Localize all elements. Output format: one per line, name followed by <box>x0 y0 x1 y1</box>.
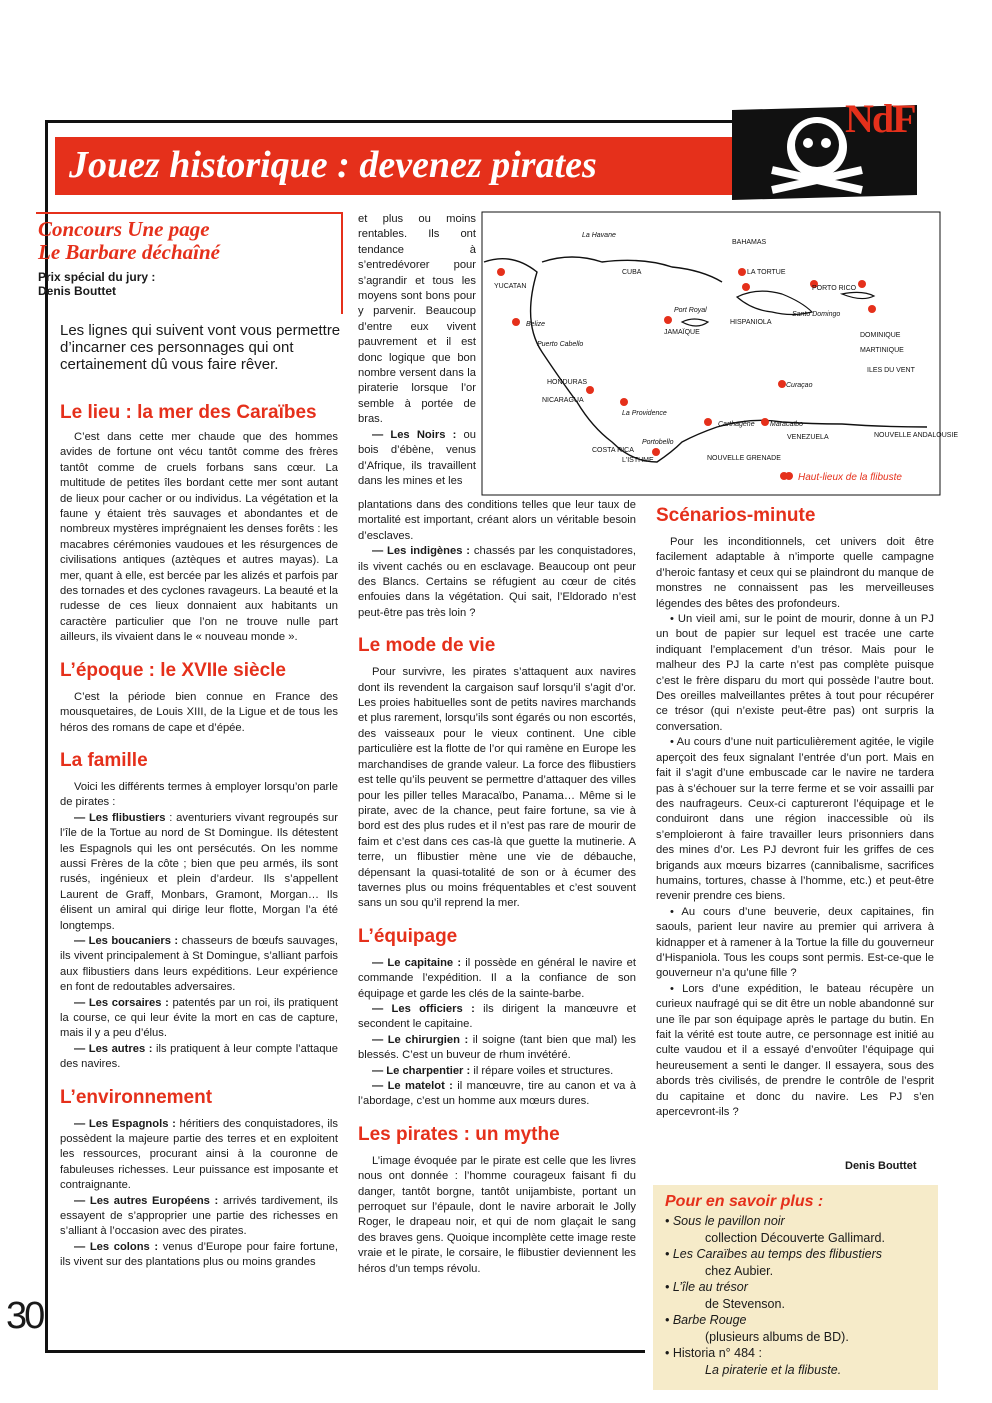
label-matelot: — Le matelot : <box>372 1080 453 1092</box>
reading-item-2: • Les Caraïbes au temps des flibustiers <box>665 1247 882 1261</box>
frame-top-rule <box>45 120 735 123</box>
map-label-4: PORTO RICO <box>812 285 857 292</box>
map-label-26: NOUVELLE GRENADE <box>707 455 781 462</box>
para-indigenes <box>358 544 636 621</box>
column-1 <box>60 402 338 1271</box>
map-label-21: Maracaïbo <box>770 421 804 428</box>
map-legend: Haut-lieux de la flibuste <box>798 472 902 483</box>
frame-bottom-rule <box>45 1350 645 1353</box>
map-label-8: HISPANIOLA <box>730 319 772 326</box>
para-europeens <box>60 1194 338 1240</box>
label-colons: — Les colons : <box>74 1240 159 1253</box>
contest-prize <box>38 270 155 298</box>
para-autres <box>60 1042 338 1073</box>
para-scen-2: • Au cours d’une nuit particulièrement agitée, le vigile aperçoit des feux signalant l’entrée d’un port. Mais en fait il s’agit d’une embuscade car le navire ne tardera pas à s’échouer sur la terre ferme et se voir assailli par des naufrageurs. Ceux-ci captureront l’équipage et le conduiront dans une région inaccessible où ils s’emploieront à faire travailler leurs prisonniers dans des mines d’or. Les PJ devront fuir les griffes de ces brigands aux mœurs bizarres (cannibalisme, sacrifices humains, tortures, chasse à l’homme, etc.) et peut-être revenir prendre ces biens. <box>656 736 934 903</box>
heading-equipage: L’équipage <box>358 925 458 947</box>
map-label-25: L'ISTHME <box>622 457 654 464</box>
contest-line2: Le Barbare déchaîné <box>38 240 220 264</box>
para-flibustiers <box>60 811 338 934</box>
para-matelot <box>358 1079 636 1110</box>
text-corsaires: patentés par un roi, ils pratiquent la course, ce qui leur évite la mort en cas de capture, mais il y a peu d’élus. <box>60 996 338 1040</box>
text-noirs: ou bois d’ébène, venus d’Afrique, ils travaillent dans les mines et les <box>358 428 476 487</box>
map-label-14: ILES DU VENT <box>867 367 915 374</box>
contest-prize-label: Prix spécial du jury : <box>38 270 156 284</box>
contest-title <box>38 218 220 264</box>
text-boucaniers: chasseurs de bœufs sauvages, ils vivent principalement à St Domingue, s’alliant parfois aux flibustiers dans leurs expéditions. Leur expérience en font de redoutables adversaires. <box>60 934 338 994</box>
map-label-19: Portobello <box>642 439 674 446</box>
label-officiers: — Les officiers : <box>372 1002 475 1015</box>
title-bar <box>55 137 735 195</box>
map-label-12: Puerto Cabello <box>537 341 584 348</box>
text-colons: venus d’Europe pour faire fortune, ils vivent sur des plantations plus ou moins grandes <box>60 1240 338 1269</box>
para-epoque: C’est la période bien connue en France des mousquetaires, de Louis XIII, de la Ligue et de tous les héros des romans de cape et d’épée. <box>60 690 338 734</box>
map-label-20: Carthagène <box>718 421 755 428</box>
text-indigenes: chassés par les conquistadores, ils vivent cachés ou en esclavage. Beaucoup ont peur des Blancs. Certains se réfugient au cœur de cités enfouies dans la végétation. Qui sait, l’Eldorado n’est peut-être pas très loin ? <box>358 545 637 619</box>
reading-item-5: • Historia n° 484 : <box>665 1346 762 1360</box>
contest-author: Denis Bouttet <box>38 284 116 298</box>
heading-scenarios: Scénarios-minute <box>656 505 816 526</box>
column-3 <box>656 505 934 1120</box>
map-label-9: Santo Domingo <box>792 311 841 318</box>
contest-line1: Concours Une page <box>38 217 210 241</box>
reading-item-4b: (plusieurs albums de BD). <box>705 1329 849 1344</box>
text-flibustiers: : aventuriers vivant regroupés sur l’île de la Tortue au nord de St Domingue. Ils détestent les Espagnols qui les ont persécutés. On les nomme aussi Frères de la côte ; bien que peu armés, ils sont rusés, ingénieux et plein d’ardeur. Ils s’appellent Laurent de Graff, Monbars, Gramont, Morgan… Ils élisent un amiral qui dirige leur flotte, Morgan l’a été longtemps. <box>60 811 338 932</box>
page-title: Jouez historique : devenez pirates <box>69 144 597 186</box>
para-chirurgien <box>358 1033 636 1064</box>
text-officiers: ils dirigent la manœuvre et secondent le capitaine. <box>358 1002 636 1031</box>
map-label-10: DOMINIQUE <box>860 332 901 339</box>
text-matelot: il manœuvre, tire au canon et va à l’abordage, c’est un homme aux mœurs dures. <box>358 1080 637 1108</box>
para-capitaine <box>358 956 636 1002</box>
map-label-24: COSTA RICA <box>592 447 634 454</box>
column-2-narrow <box>358 212 476 489</box>
reading-box-title: Pour en savoir plus : <box>665 1193 824 1210</box>
text-europeens: arrivés tardivement, ils essayent de s’approprier une partie des richesses en s’alliant à l’occasion avec des pirates. <box>60 1194 338 1238</box>
map-label-0: La Havane <box>582 232 616 239</box>
map-label-23: VENEZUELA <box>787 434 829 441</box>
text-autres: ils pratiquent à leur compte l’attaque des navires. <box>60 1042 338 1071</box>
reading-item-2b: chez Aubier. <box>705 1263 774 1278</box>
para-scen-intro: Pour les inconditionnels, cet univers doit être facilement adaptable à n’importe quelle campagne d’heroic fantasy et ceux qui se plaindront du manque de monstres ne connaissent pas les merveilleuses légendes des bêtes des profondeurs. <box>656 536 934 610</box>
heading-epoque: L’époque : le XVIIe siècle <box>60 659 286 681</box>
map-label-22: NOUVELLE ANDALOUSIE <box>874 432 959 439</box>
para-espagnols <box>60 1117 338 1194</box>
contest-box <box>36 212 343 314</box>
heading-mythe: Les pirates : un mythe <box>358 1123 560 1145</box>
reading-box <box>653 1185 938 1390</box>
text-espagnols: héritiers des conquistadores, ils possèdent la majeure partie des terres et en exploitent les ressources, procurant ainsi à la couronne de fabuleuses richesses. Leur puissance est imposante et contraignante. <box>60 1117 338 1192</box>
para-noirs <box>358 428 476 490</box>
map-label-11: Belize <box>526 321 546 328</box>
label-espagnols: — Les Espagnols : <box>74 1117 176 1130</box>
para-famille-intro: Voici les différents termes à employer lorsqu’on parle de pirates : <box>60 780 338 809</box>
reading-list <box>665 1213 930 1378</box>
reading-item-3: • L’île au trésor <box>665 1280 748 1294</box>
reading-item-3b: de Stevenson. <box>705 1296 785 1311</box>
reading-item-5b: La piraterie et la flibuste. <box>705 1362 842 1377</box>
heading-mode-de-vie: Le mode de vie <box>358 635 496 657</box>
label-flibustiers: — Les flibustiers <box>74 811 166 824</box>
map-label-3: LA TORTUE <box>747 269 786 276</box>
para-boucaniers <box>60 934 338 996</box>
label-noirs: — Les Noirs : <box>372 428 457 441</box>
text-chirurgien: il soigne (tant bien que mal) les blessés. C’est un buveur de rhum invétéré. <box>358 1033 637 1062</box>
heading-environnement: L’environnement <box>60 1086 213 1108</box>
label-capitaine: — Le capitaine : <box>372 956 462 969</box>
para-mode-de-vie: Pour survivre, les pirates s’attaquent aux navires dont ils revendent la cargaison sauf lorsqu’il s’agit d’or. Les proies habituelles sont de petits navires marchands et plus rarement, lorsqu’ils sont égarés ou non escortés, des vaisseaux pour le vieux continent. Une cible particulière est la flotte de l’or qui ramène en Europe les marchandises de grande valeur. La force des flibustiers est telle qu’ils peuvent se permettre d’attaquer des villes pour les piller telles Maracaïbo, Panama… Même si le pirate, avec de la chance, peut faire fortune, sa vie à bord est des plus rudes et il n’est pas rare de mourir de faim et c’est dans ces cas-là que guette la mutinerie. A terre, un flibustier mène une vie de débauche, dépensant la quasi-totalité de son or à écumer des tavernes plus ou moins fréquentables et c’est souvent sans un sou qu’il reprend la mer. <box>358 666 636 910</box>
para-lieu: C’est dans cette mer chaude que des hommes avides de fortune ont vécu tantôt comme des frères tantôt comme de cruels forbans sans cœur. La multitude de petites îles bordant cette mer sont autant de lieux pour cacher or ou individus. La végétation et la faune y étaient très sauvages et abondantes et de nombreux mystères imprégnaient les denses forêts : les macabres cérémonies vaudoues et les résurgences de civilisations antiques (aztèques et autres mayas). La mer, quant à elle, est bercée par les alizés et parfois par des tornades et des cyclones ravageurs. La beauté et la rudesse de ces lieux donnaient aux habitants un caractère particulier que l’on ne trouve nulle part ailleurs, ils vivaient dans le « nouveau monde ». <box>60 431 338 644</box>
map-label-5: YUCATAN <box>494 283 527 290</box>
map-label-16: NICARAGUA <box>542 397 584 404</box>
map-label-6: Port Royal <box>674 307 707 314</box>
label-indigenes: — Les indigènes : <box>372 545 471 558</box>
reading-item-4: • Barbe Rouge <box>665 1313 747 1327</box>
para-scen-3: • Au cours d’une beuverie, deux capitaines, fin saouls, parient leur navire au premier qui arrivera à kidnapper et à ramener à la Tortue la fille du gouverneur d’Hispaniola. Tous les coups sont permis. Est-ce-que le gouverneur n’a qu’une fille ? <box>656 905 934 980</box>
para-plantations: plantations dans des conditions telles que leur taux de mortalité est important, créant alors un véritable besoin d’esclaves. <box>358 499 636 542</box>
text-capitaine: il possède en général le navire et commande l’expédition. Il a la confiance de son équipage et garde les clés de la sainte-barbe. <box>358 956 636 1000</box>
para-corsaires <box>60 996 338 1042</box>
reading-item-1: • Sous le pavillon noir <box>665 1214 785 1228</box>
signature: Denis Bouttet <box>845 1160 917 1172</box>
heading-famille: La famille <box>60 749 148 771</box>
heading-lieu: Le lieu : la mer des Caraïbes <box>60 402 317 423</box>
para-colons-cont: et plus ou moins rentables. Ils ont tendance à s’entredévorer pour s’agrandir et tous les moyens sont bons pour y parvenir. Beaucoup d’entre eux vivent pauvrement et il est donc logique que bon nombre versent dans la piraterie lorsque l’or semble à portée de bras. <box>358 213 476 426</box>
reading-item-1b: collection Découverte Gallimard. <box>705 1230 885 1245</box>
para-scen-1: • Un vieil ami, sur le point de mourir, donne à un PJ un bout de papier sur lequel est tracée une carte indiquant l’emplacement d’un trésor. Mais pour le malheur des PJ la carte n’est pas complète puisque c’est le frère disparu du mort qui possède l’autre bout. Des oreilles malveillantes prêtes à tout pour récupérer ce trésor (qui n’existe peut-être pas) ont surpris la conversation. <box>656 613 934 733</box>
label-europeens: — Les autres Européens : <box>74 1194 219 1207</box>
para-colons <box>60 1240 338 1271</box>
ndf-badge: NdF <box>845 96 915 141</box>
label-boucaniers: — Les boucaniers : <box>74 934 179 947</box>
map-label-18: Curaçao <box>786 382 813 389</box>
intro-text: Les lignes qui suivent vont vous permettre d’incarner ces personnages qui ont certainement dû vous faire rêver. <box>60 322 341 373</box>
para-officiers <box>358 1002 636 1033</box>
label-corsaires: — Les corsaires : <box>74 996 169 1009</box>
caribbean-map <box>482 212 959 495</box>
para-charpentier <box>358 1064 636 1079</box>
para-mythe: L’image évoquée par le pirate est celle que les livres nous ont donnée : l’homme courageux faisant fi du danger, tantôt borgne, tantôt unijambiste, portant un perroquet sur l’épaule, dont le navire arborait le Jolly Roger, le drapeau noir, et qui de nom glaçait le sang des braves gens. Quoique incomplète cette image reste vraie et le pirate, le corsaire, le flibustier deviennent les héros d’un temps révolu. <box>358 1154 636 1275</box>
text-charpentier: il répare voiles et structures. <box>470 1064 614 1077</box>
map-label-7: JAMAÏQUE <box>664 329 700 336</box>
label-charpentier: — Le charpentier : <box>372 1064 471 1077</box>
map-label-15: HONDURAS <box>547 379 588 386</box>
column-2 <box>358 498 636 1277</box>
para-scen-4: • Lors d’une expédition, le bateau récupère un curieux naufragé qui se dit être un noble abandonné sur une île par son équipage après le partage du butin. En fait la vérité est toute autre, ce personnage est initié au culte vaudou et il a essayé d’envoûter l’équipage qui heureusement a senti le danger. Il essayera, sous des abords très civilisés, de prendre le contrôle de l’esprit du capitaine et donc du navire. Les PJ s’en apercevront-ils ? <box>656 982 934 1119</box>
page-number: 30 <box>6 1295 43 1337</box>
map-label-13: MARTINIQUE <box>860 347 904 354</box>
map-label-17: La Providence <box>622 410 667 417</box>
label-autres: — Les autres : <box>74 1042 153 1055</box>
map-label-1: BAHAMAS <box>732 239 767 246</box>
map-label-2: CUBA <box>622 269 642 276</box>
label-chirurgien: — Le chirurgien : <box>372 1033 469 1046</box>
